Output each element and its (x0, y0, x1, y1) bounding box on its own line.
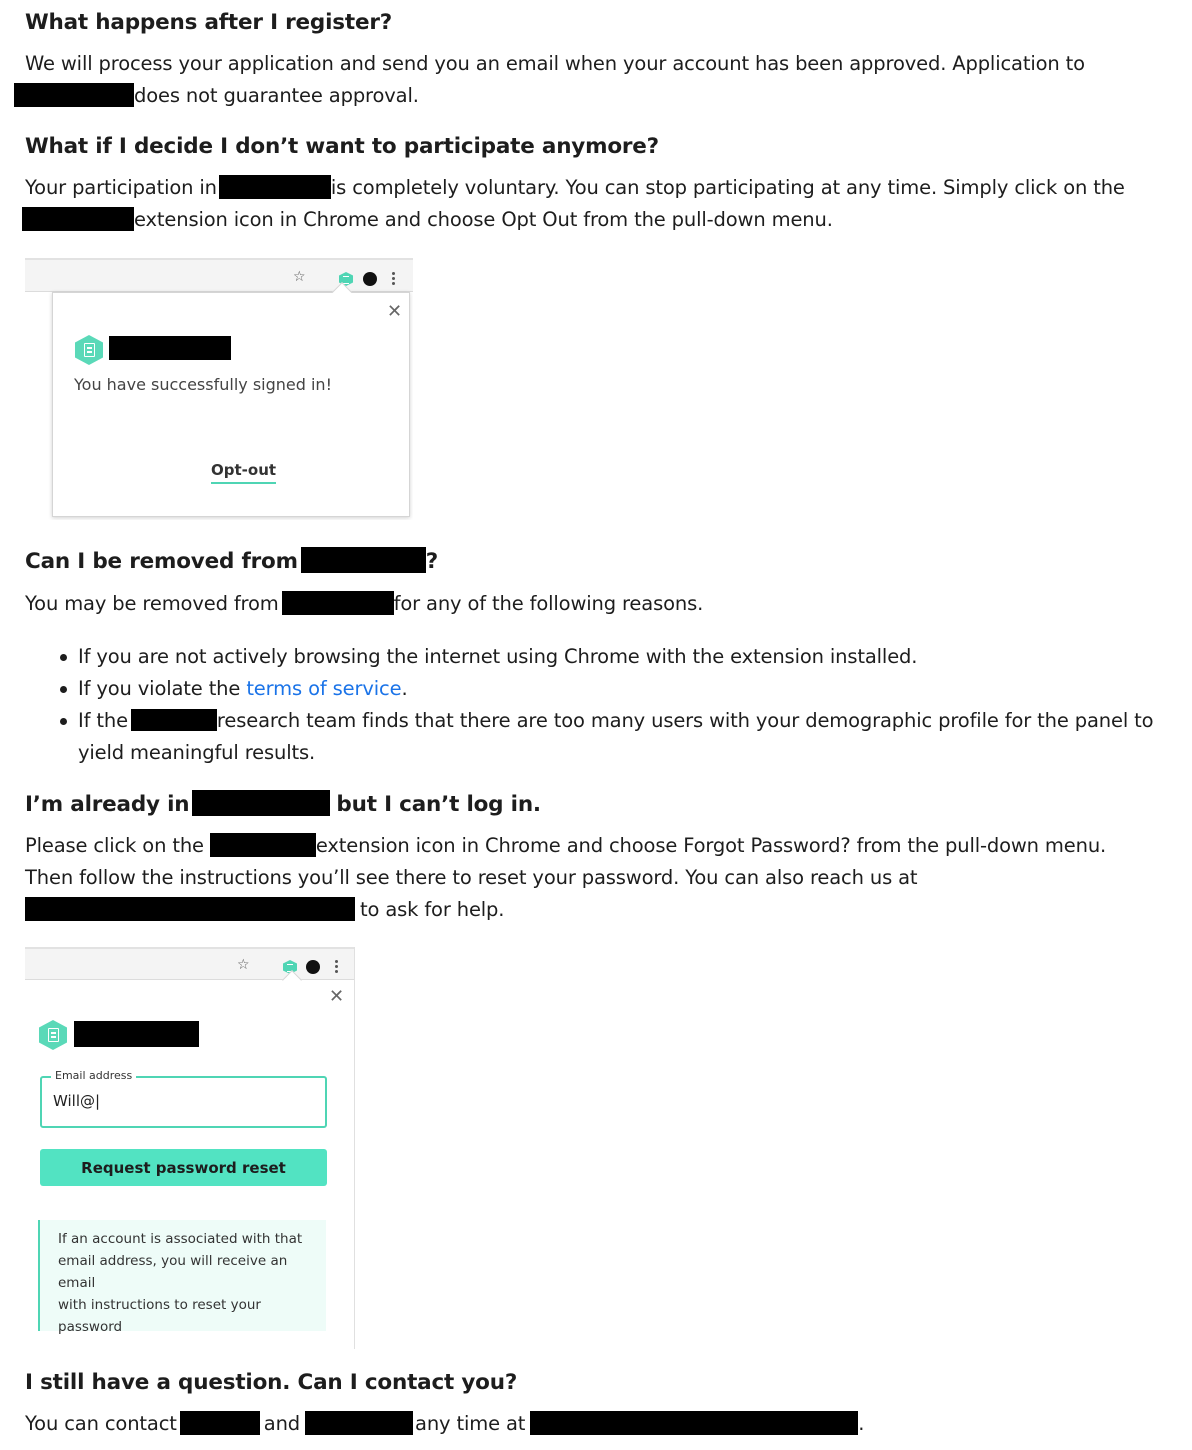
redacted-block (180, 1411, 260, 1435)
star-icon: ☆ (237, 957, 250, 973)
notice-line: email address, you will receive an email (58, 1253, 288, 1291)
faq-answer-contact (25, 1408, 864, 1440)
redacted-block (14, 83, 134, 107)
browser-toolbar (25, 947, 354, 980)
notice-line: with instructions to reset your (58, 1297, 261, 1313)
redacted-block (210, 833, 316, 857)
faq-answer-text: extension icon in Chrome and choose Forgot Password? from the pull-down menu. (315, 834, 1107, 857)
optout-screenshot (25, 258, 413, 520)
redacted-brand-name (109, 336, 231, 360)
faq-answer-text: . (858, 1412, 865, 1435)
faq-answer-text: to ask for help. (360, 898, 505, 921)
brand-logo-icon (75, 335, 103, 365)
kebab-menu-icon[interactable] (392, 272, 395, 287)
optout-link[interactable]: Opt-out (211, 461, 276, 484)
reason-text: yield meaningful results. (78, 741, 316, 764)
faq-question-register: What happens after I register? (25, 10, 393, 35)
redacted-block (131, 709, 217, 731)
faq-answer-text: You may be removed from (25, 592, 279, 615)
terms-of-service-link[interactable]: terms of service (246, 677, 402, 700)
faq-question-text: but I can’t log in. (336, 792, 541, 817)
brand-logo-icon (39, 1020, 67, 1050)
redacted-email (530, 1411, 858, 1435)
list-item (60, 705, 1153, 769)
extension-popup (52, 292, 410, 517)
redacted-block (305, 1411, 413, 1435)
faq-answer-text: Please click on the (25, 834, 204, 857)
profile-avatar-icon[interactable] (306, 960, 320, 974)
list-item (60, 673, 1153, 705)
faq-answer-login-line2: Then follow the instructions you’ll see there to reset your password. You can also reach us at (25, 866, 918, 889)
reason-text: If you are not actively browsing the internet using Chrome with the extension installed. (78, 645, 918, 668)
email-field-label: Email address (51, 1069, 136, 1082)
faq-answer-text: Your participation in (25, 176, 217, 199)
browser-toolbar (25, 258, 413, 292)
faq-answer-text: extension icon in Chrome and choose Opt Out from the pull-down menu. (134, 208, 833, 231)
faq-answer-register-line2 (14, 80, 419, 112)
reset-screenshot (25, 947, 355, 1349)
close-icon[interactable]: ✕ (329, 986, 345, 1007)
faq-answer-login-line3 (25, 894, 504, 926)
faq-question-text: ? (425, 549, 439, 574)
faq-answer-text: for any of the following reasons. (393, 592, 704, 615)
redacted-email (25, 897, 355, 921)
kebab-menu-icon[interactable] (335, 960, 338, 975)
reason-text: If you violate the (78, 677, 241, 700)
request-password-reset-button[interactable]: Request password reset (40, 1149, 327, 1186)
star-icon: ☆ (293, 269, 306, 285)
faq-answer-text: does not guarantee approval. (134, 84, 419, 107)
faq-answer-register-line1: We will process your application and send you an email when your account has been approved. Application to (25, 52, 1085, 75)
faq-question-text: Can I be removed from (25, 549, 298, 574)
redacted-block (22, 207, 134, 231)
redacted-block (282, 591, 394, 615)
email-field-value: Will@| (53, 1092, 101, 1110)
faq-answer-text: and (263, 1412, 301, 1435)
reset-notice (38, 1220, 326, 1335)
faq-question-contact: I still have a question. Can I contact you? (25, 1370, 518, 1395)
list-item (60, 641, 1153, 673)
redacted-block (219, 175, 331, 199)
redacted-block (301, 547, 426, 573)
faq-question-optout: What if I decide I don’t want to participate anymore? (25, 134, 659, 159)
faq-question-login (25, 792, 541, 818)
faq-answer-optout-line2 (22, 204, 833, 236)
faq-answer-text: You can contact (25, 1412, 177, 1435)
reason-text: research team finds that there are too many users with your demographic profile for the panel to (216, 709, 1154, 732)
redacted-block (192, 790, 330, 816)
email-field[interactable] (40, 1069, 327, 1128)
reason-text: If the (78, 709, 128, 732)
faq-answer-removed (25, 588, 703, 620)
close-icon[interactable]: ✕ (387, 301, 403, 322)
faq-answer-text: any time at (415, 1412, 526, 1435)
faq-answer-text: is completely voluntary. You can stop participating at any time. Simply click on the (330, 176, 1125, 199)
removal-reasons-list (60, 641, 1153, 769)
faq-answer-login-line1 (25, 830, 1106, 862)
faq-answer-optout-line1 (25, 172, 1125, 204)
faq-question-text: I’m already in (25, 792, 190, 817)
profile-avatar-icon[interactable] (363, 272, 377, 286)
reason-text: . (401, 677, 408, 700)
redacted-brand-name (74, 1021, 199, 1047)
faq-question-removed (25, 549, 438, 575)
notice-line: If an account is associated with that (58, 1231, 303, 1247)
notice-line: password (58, 1319, 123, 1335)
signed-in-message: You have successfully signed in! (74, 375, 332, 394)
